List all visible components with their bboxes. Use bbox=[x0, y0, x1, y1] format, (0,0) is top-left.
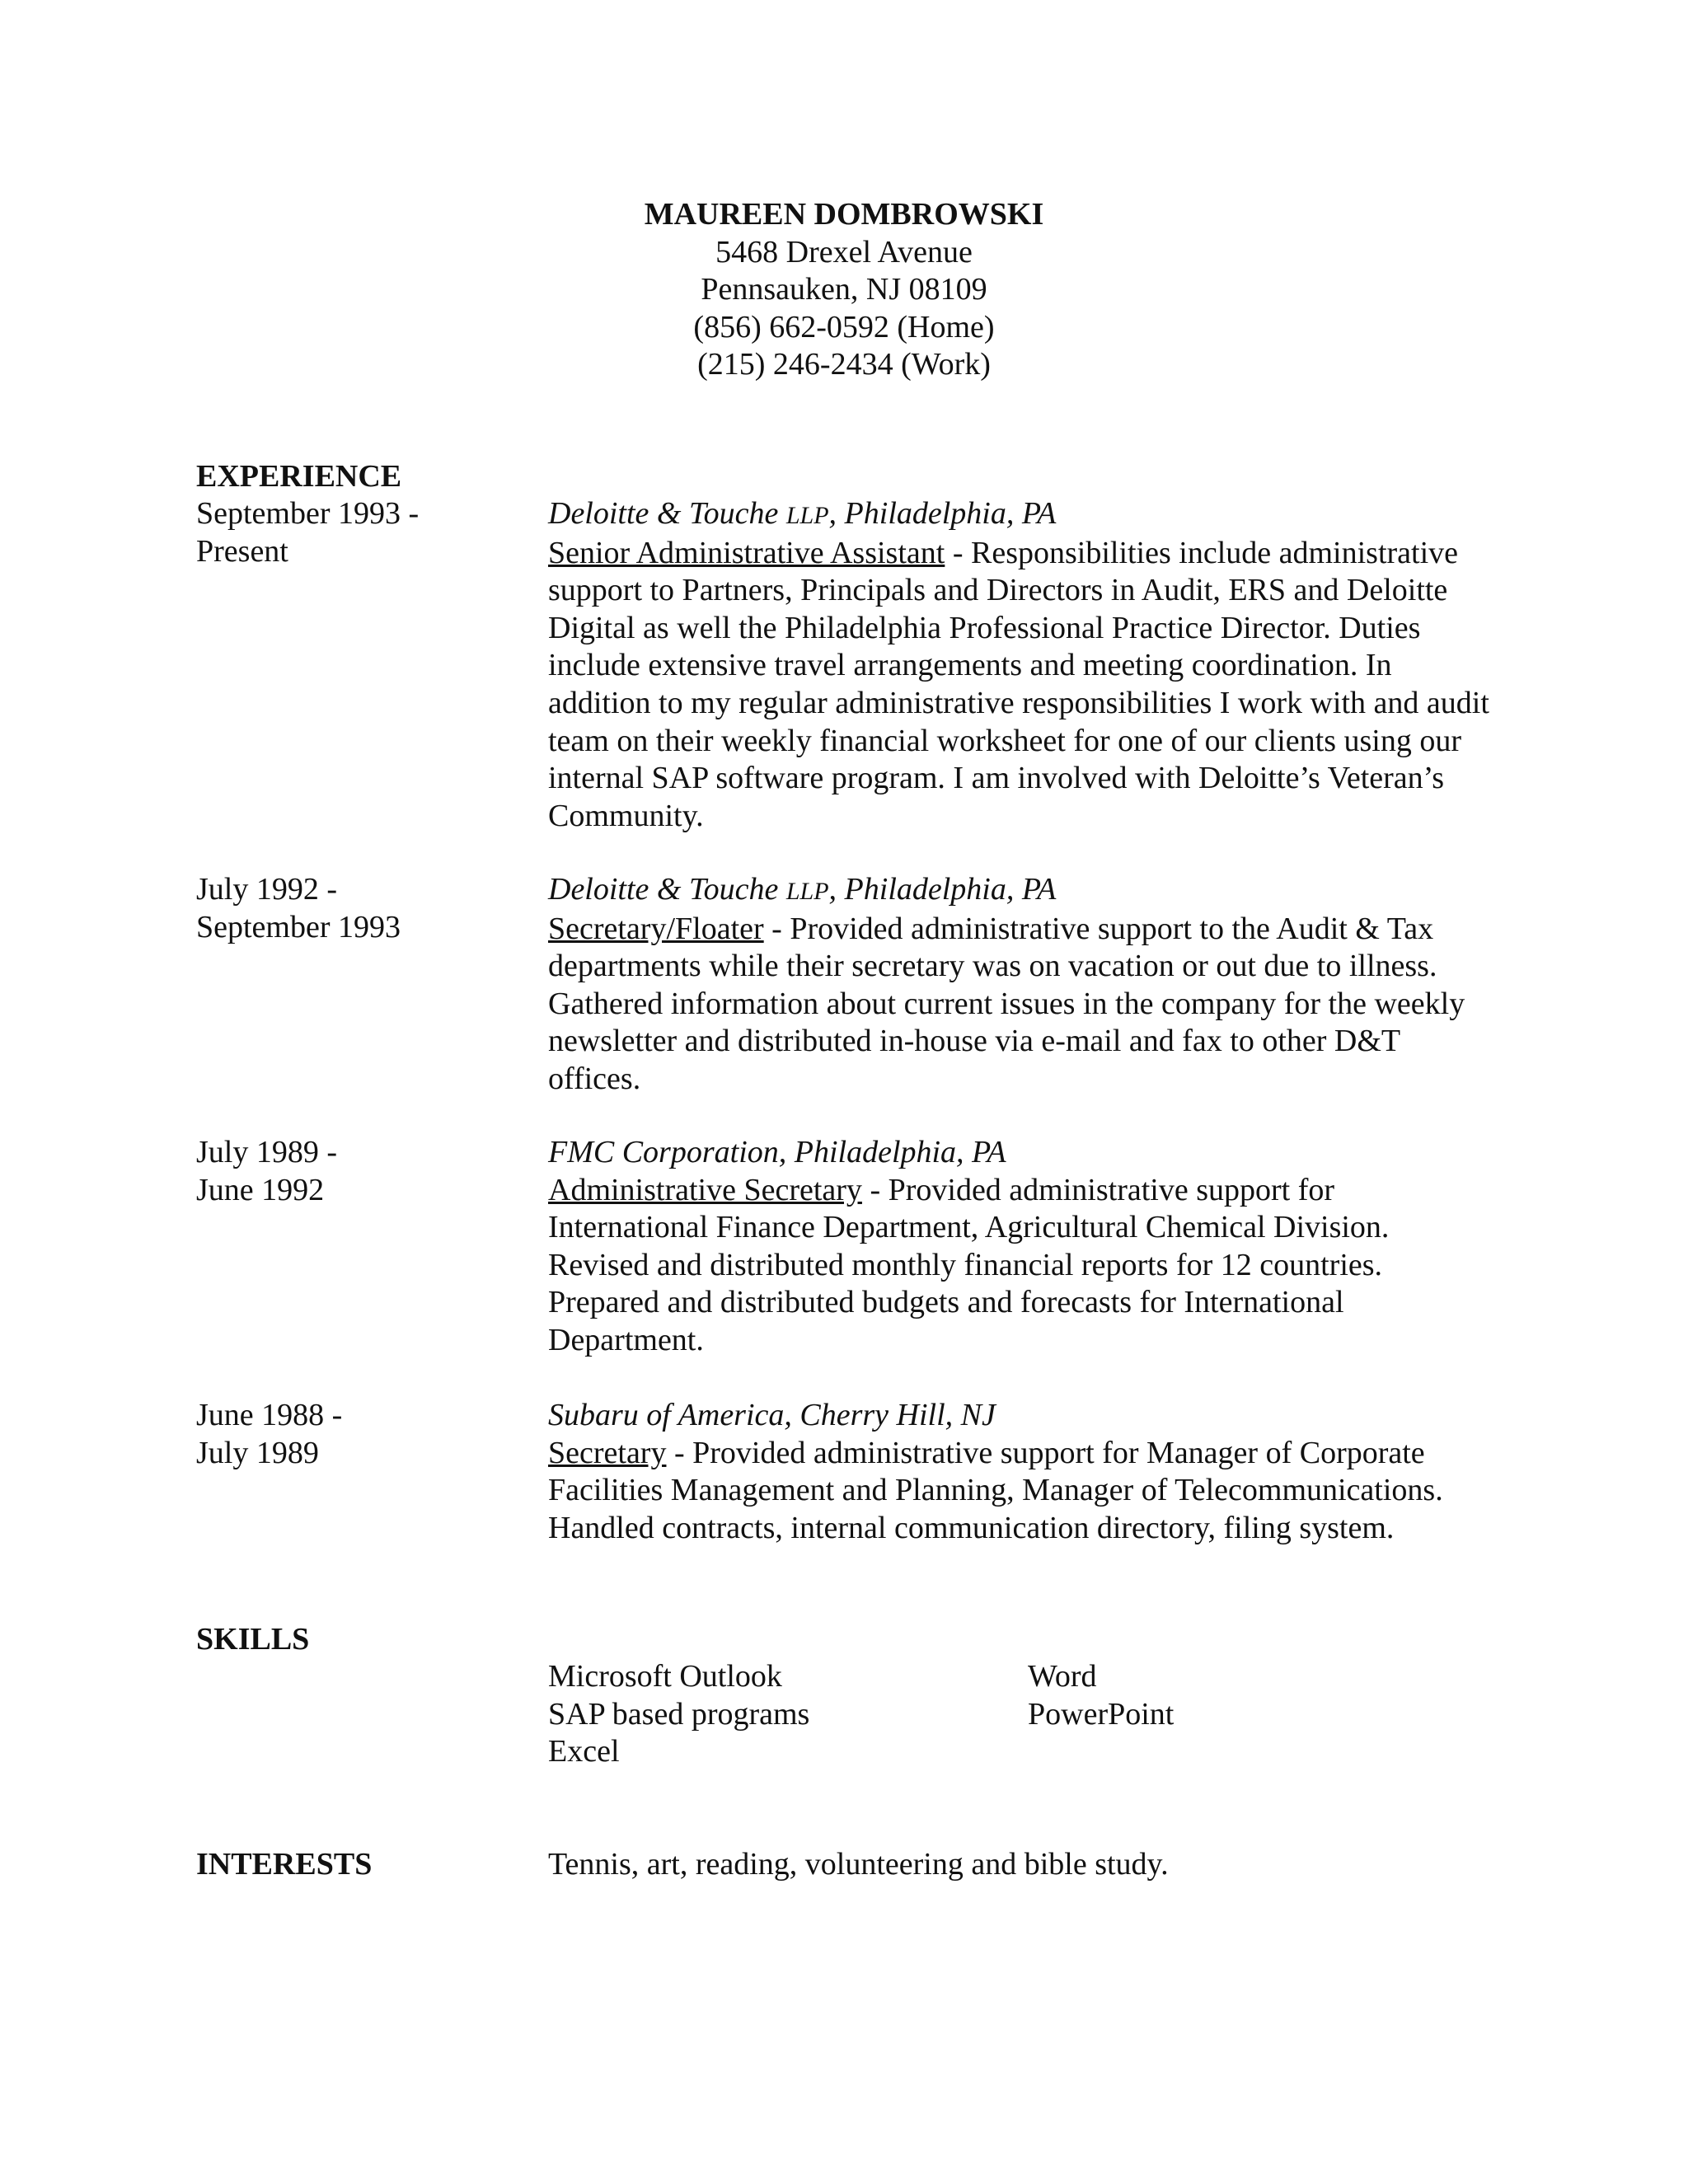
job-body bbox=[548, 1397, 1496, 1547]
job-description-block bbox=[548, 911, 1496, 1099]
company-name: Deloitte & Touche bbox=[548, 872, 786, 907]
job-dates bbox=[196, 871, 542, 946]
skill-item: PowerPoint bbox=[1028, 1696, 1175, 1732]
job-date-start: July 1989 - bbox=[196, 1135, 337, 1169]
job-date-end: June 1992 bbox=[196, 1172, 325, 1207]
job-dates bbox=[196, 495, 542, 570]
company-name: Deloitte & Touche bbox=[548, 496, 786, 531]
job-company bbox=[548, 1397, 1496, 1435]
skill-item: Microsoft Outlook bbox=[548, 1659, 782, 1694]
job-description: - Provided administrative support for International Finance Department, Agricultural Chemical Division. Revised and distributed monthly financial reports for 12 countries. Prepared and distributed budgets and forecasts for International Department. bbox=[548, 1172, 1390, 1357]
job-date-start: September 1993 - bbox=[196, 496, 420, 531]
company-name: FMC Corporation, Philadelphia, PA bbox=[548, 1135, 1006, 1169]
skills-column-left bbox=[548, 1658, 809, 1771]
candidate-name: MAUREEN DOMBROWSKI bbox=[644, 197, 1044, 232]
job-description: - Provided administrative support for Manager of Corporate Facilities Management and Planning, Manager of Telecommunications. Handled contracts, internal communication directory, filing system. bbox=[548, 1435, 1443, 1545]
company-llp: LLP bbox=[785, 502, 829, 529]
job-date-start: July 1992 - bbox=[196, 872, 337, 907]
interests-heading: INTERESTS bbox=[196, 1847, 373, 1882]
job-date-end: September 1993 bbox=[196, 909, 401, 944]
job-description: - Provided administrative support to the Audit & Tax departments while their secretary was on vacation or out due to illness. Gathered information about current issues in the company for the weekly newsletter and distributed in-house via e-mail and fax to other D&T offices. bbox=[548, 911, 1465, 1096]
city-state-zip: Pennsauken, NJ 08109 bbox=[701, 272, 987, 307]
job-company bbox=[548, 495, 1496, 535]
home-phone: (856) 662-0592 (Home) bbox=[693, 309, 995, 344]
job-date-end: July 1989 bbox=[196, 1435, 319, 1470]
skill-item: Excel bbox=[548, 1734, 620, 1769]
street-address: 5468 Drexel Avenue bbox=[715, 234, 973, 269]
job-title: Secretary/Floater bbox=[548, 911, 764, 946]
skill-item: Word bbox=[1028, 1659, 1097, 1694]
job-date-start: June 1988 - bbox=[196, 1398, 343, 1432]
job-title: Secretary bbox=[548, 1435, 667, 1470]
skills-column-right bbox=[1028, 1658, 1174, 1733]
contact-header bbox=[0, 196, 1688, 384]
job-dates bbox=[196, 1397, 542, 1472]
job-body bbox=[548, 871, 1496, 1099]
work-phone: (215) 246-2434 (Work) bbox=[697, 347, 991, 382]
job-body bbox=[548, 1134, 1496, 1360]
job-body bbox=[548, 495, 1496, 835]
job-company bbox=[548, 1134, 1496, 1172]
job-description-block bbox=[548, 535, 1496, 836]
job-description-block bbox=[548, 1435, 1496, 1548]
job-date-end: Present bbox=[196, 533, 288, 569]
skills-heading: SKILLS bbox=[196, 1622, 310, 1657]
job-description-block bbox=[548, 1172, 1496, 1360]
job-company bbox=[548, 871, 1496, 911]
company-llp: LLP bbox=[785, 878, 829, 905]
experience-heading: EXPERIENCE bbox=[196, 459, 402, 494]
skill-item: SAP based programs bbox=[548, 1696, 810, 1732]
job-dates bbox=[196, 1134, 542, 1209]
company-location: , Philadelphia, PA bbox=[828, 872, 1057, 907]
job-title: Senior Administrative Assistant bbox=[548, 535, 945, 570]
company-name: Subaru of America, Cherry Hill, NJ bbox=[548, 1398, 996, 1432]
interests-text: Tennis, art, reading, volunteering and bible study. bbox=[548, 1847, 1169, 1882]
job-description: - Responsibilities include administrative support to Partners, Principals and Directors in Audit, ERS and Deloitte Digital as well the Philadelphia Professional Practice Director. Duties include extensive travel arrangements and meeting coordination. In addition to my regular administrative responsibilities I work with and audit team on their weekly financial worksheet for one of our clients using our internal SAP software program. I am involved with Deloitte’s Veteran’s Community. bbox=[548, 535, 1489, 833]
company-location: , Philadelphia, PA bbox=[828, 496, 1057, 531]
job-title: Administrative Secretary bbox=[548, 1172, 862, 1207]
